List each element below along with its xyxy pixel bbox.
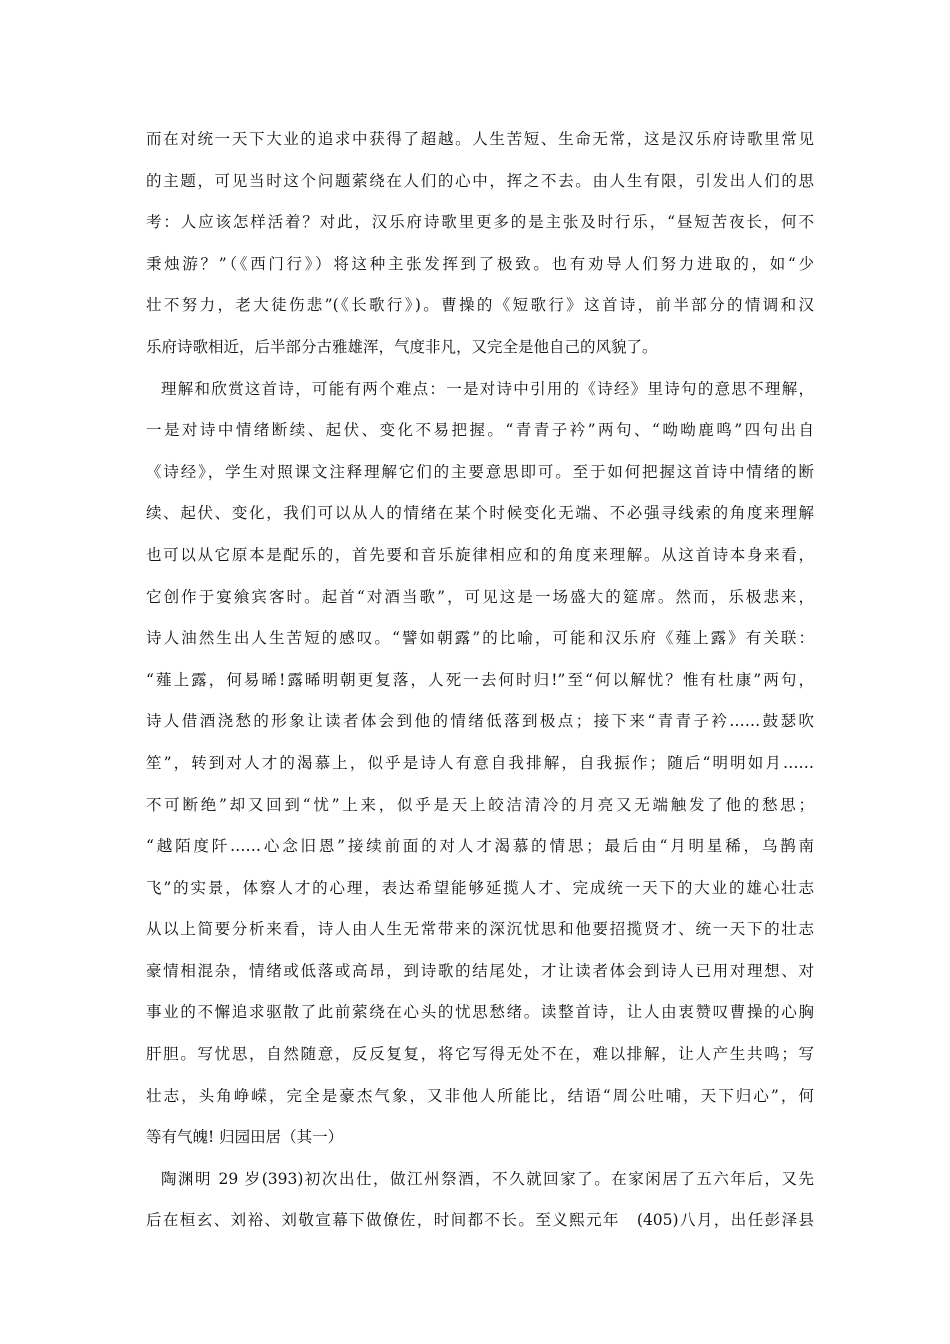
text-line: 壮志，头角峥嵘，完全是豪杰气象，又非他人所能比，结语“周公吐哺，天下归心”，何 xyxy=(146,1086,814,1105)
text-line: 而在对统一天下大业的追求中获得了超越。人生苦短、生命无常，这是汉乐府诗歌里常见 xyxy=(146,130,814,148)
text-line: 豪情相混杂，情绪或低落或高昂，到诗歌的结尾处，才让读者体会到诗人已用对理想、对 xyxy=(146,961,814,980)
text-line: 诗人油然生出人生苦短的感叹。“譬如朝露”的比喻，可能和汉乐府《薤上露》有关联： xyxy=(146,629,814,648)
text-line: 续、起伏、变化，我们可以从人的情绪在某个时候变化无端、不必强寻线索的角度来理解 xyxy=(146,504,814,523)
paragraph-start-line: 陶渊明 29 岁(393)初次出仕，做江州祭酒，不久就回家了。在家闲居了五六年后，又先 xyxy=(161,1169,814,1188)
text-line: 从以上简要分析来看，诗人由人生无常带来的深沉忧思和他要招揽贤才、统一天下的壮志 xyxy=(146,920,814,939)
text-line: 肝胆。写忧思，自然随意，反反复复，将它写得无处不在，难以排解，让人产生共鸣；写 xyxy=(146,1045,814,1064)
text-line: 事业的不懈追求驱散了此前萦绕在心头的忧思愁绪。读整首诗，让人由衷赞叹曹操的心胸 xyxy=(146,1003,814,1022)
text-line: 笙”，转到对人才的渴慕上，似乎是诗人有意自我排解，自我振作；随后“明明如月…… xyxy=(146,753,814,772)
text-line: 也可以从它原本是配乐的，首先要和音乐旋律相应和的角度来理解。从这首诗本身来看， xyxy=(146,545,814,564)
text-line: 等有气魄! 归园田居（其一） xyxy=(146,1128,344,1147)
text-line: 秉烛游？”（《西门行》）将这种主张发挥到了极致。也有劝导人们努力进取的，如“少 xyxy=(146,254,814,273)
text-line: 不可断绝”却又回到“忧”上来，似乎是天上皎洁清冷的月亮又无端触发了他的愁思； xyxy=(146,795,814,814)
text-line: “越陌度阡……心念旧恩”接续前面的对人才渴慕的情思；最后由“月明星稀，乌鹊南 xyxy=(146,837,814,856)
text-line: 后在桓玄、刘裕、刘敬宣幕下做僚佐，时间都不长。至义熙元年 (405)八月，出任彭泽县 xyxy=(146,1211,814,1230)
text-line: 诗人借酒浇愁的形象让读者体会到他的情绪低落到极点；接下来“青青子衿……鼓瑟吹 xyxy=(146,712,814,731)
text-line: 考：人应该怎样活着？对此，汉乐府诗歌里更多的是主张及时行乐，“昼短苦夜长，何不 xyxy=(146,213,814,232)
document-body xyxy=(146,119,814,1242)
text-line: 壮不努力，老大徒伤悲”(《长歌行》)。曹操的《短歌行》这首诗，前半部分的情调和汉 xyxy=(146,296,814,315)
text-line: 的主题，可见当时这个问题萦绕在人们的心中，挥之不去。由人生有限，引发出人们的思 xyxy=(146,171,814,190)
text-line: “薤上露，何易晞!露晞明朝更复落，人死一去何时归!”至“何以解忧？惟有杜康”两句， xyxy=(146,670,814,689)
text-line: 飞”的实景，体察人才的心理，表达希望能够延揽人才、完成统一天下的大业的雄心壮志 xyxy=(146,878,814,897)
text-line: 它创作于宴飨宾客时。起首“对酒当歌”，可见这是一场盛大的筵席。然而，乐极悲来， xyxy=(146,587,814,606)
paragraph-start-line: 理解和欣赏这首诗，可能有两个难点：一是对诗中引用的《诗经》里诗句的意思不理解， xyxy=(161,379,814,398)
text-line: 一是对诗中情绪断续、起伏、变化不易把握。“青青子衿”两句、“呦呦鹿鸣”四句出自 xyxy=(146,421,814,440)
text-line: 《诗经》，学生对照课文注释理解它们的主要意思即可。至于如何把握这首诗中情绪的断 xyxy=(146,462,814,481)
text-line: 乐府诗歌相近，后半部分古雅雄浑，气度非凡，又完全是他自己的风貌了。 xyxy=(146,337,658,356)
